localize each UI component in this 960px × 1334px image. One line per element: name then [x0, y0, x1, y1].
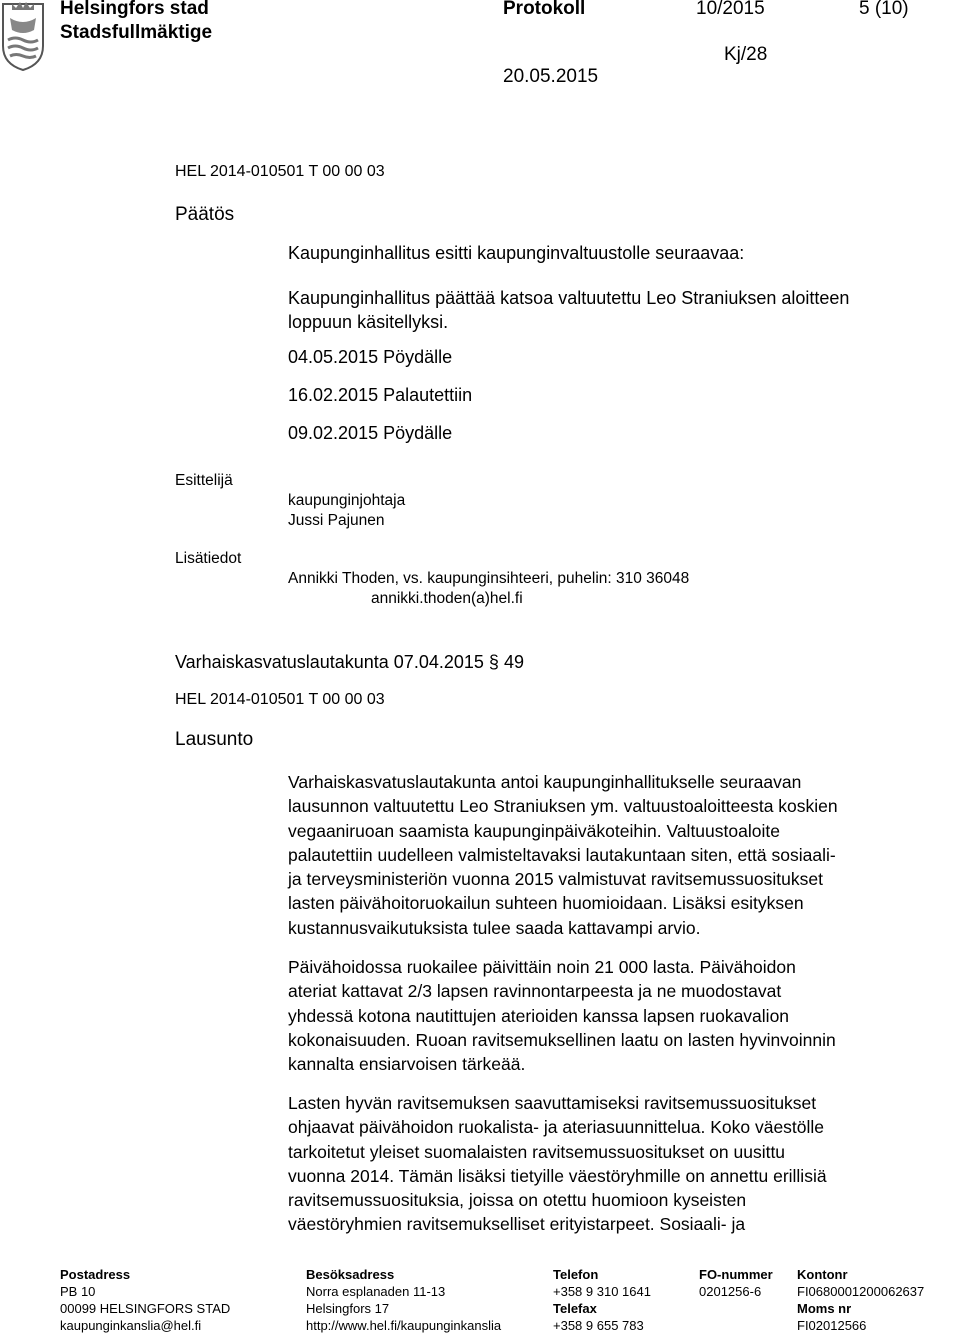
diary-reference: HEL 2014-010501 T 00 00 03: [175, 163, 385, 180]
section-heading-statement: Lausunto: [175, 729, 254, 750]
footer-phone: Telefon +358 9 310 1641 Telefax +358 9 655 783: [553, 1267, 651, 1333]
history-entry: 09.02.2015 Pöydälle: [288, 423, 453, 443]
doc-number: 10/2015: [696, 0, 765, 19]
footer-business-id: FO-nummer 0201256-6: [699, 1267, 773, 1299]
presenter-label: Esittelijä: [175, 472, 233, 489]
footer-account: Kontonr FI0680001200062637 Moms nr FI02012566: [797, 1267, 925, 1333]
info-email: annikki.thoden(a)hel.fi: [371, 590, 523, 607]
doc-type: Protokoll: [503, 0, 586, 19]
decision-intro: Kaupunginhallitus esitti kaupunginvaltuustolle seuraavaa:: [288, 243, 745, 263]
page-number: 5 (10): [859, 0, 909, 19]
meeting-date: 20.05.2015: [503, 66, 599, 87]
decision-text: Kaupunginhallitus päättää katsoa valtuutettu Leo Straniuksen aloitteen loppuun käsitellyksi.: [288, 288, 850, 332]
info-label: Lisätiedot: [175, 550, 242, 567]
org-unit: Stadsfullmäktige: [60, 22, 213, 43]
diary-reference-2: HEL 2014-010501 T 00 00 03: [175, 691, 385, 708]
footer-postal: Postadress PB 10 00099 HELSINGFORS STAD kaupunginkanslia@hel.fi: [60, 1267, 231, 1333]
footer-visiting: Besöksadress Norra esplanaden 11-13 Helsingfors 17 http://www.hel.fi/kaupunginkanslia: [306, 1267, 502, 1333]
city-crest-logo: [0, 0, 46, 72]
info-contact: Annikki Thoden, vs. kaupunginsihteeri, puhelin: 310 36048: [288, 570, 690, 587]
website-link[interactable]: http://www.hel.fi/kaupunginkanslia: [306, 1318, 502, 1333]
paragraph-number: 49: [503, 652, 524, 672]
handling-history: [288, 347, 472, 461]
statement-paragraph-1: Varhaiskasvatuslautakunta antoi kaupunginhallitukselle seuraavan lausunnon valtuutettu Leo Straniuksen ym. valtuustoaloitteesta koskien vegaaniruoan saamista kaupunginpäiväkoteihin. Valtuustoaloite palautettiin uudelleen valmisteltavaksi lautakuntaan siten, että sosiaali- ja terveysministeriön vuonna 2015 valmistuvat ravitsemussuositukset lasten päivähoitoruokailun suhteen huomioidaan. Lisäksi esityksen kustannusvaikutuksista tulee saada kattavampi arvio.: [288, 772, 838, 938]
board-title: Varhaiskasvatuslautakunta 07.04.2015 § 49: [175, 652, 524, 672]
paragraph-sign: §: [488, 652, 499, 672]
section-heading-decision: Päätös: [175, 204, 235, 225]
presenter-title: kaupunginjohtaja: [288, 492, 406, 509]
case-reference: Kj/28: [724, 44, 768, 65]
history-entry: 16.02.2015 Palautettiin: [288, 385, 473, 405]
org-name: Helsingfors stad: [60, 0, 209, 19]
statement-paragraph-3: Lasten hyvän ravitsemuksen saavuttamiseksi ravitsemussuositukset ohjaavat päivähoidon ruokalista- ja ateriasuunnittelua. Koko väestölle tarkoitetut yleiset suomalaisten ravitsemussuositukset on uusittu vuonna 2014. Tämän lisäksi tietyille väestöryhmille on annettu erillisiä ravitsemussuosituksia, joissa on otettu huomioon kyseisten väestöryhmien ravitsemukselliset erityistarpeet. Sosiaali- ja: [288, 1093, 827, 1235]
statement-paragraph-2: Päivähoidossa ruokailee päivittäin noin 21 000 lasta. Päivähoidon ateriat kattavat 2/3 lapsen ravinnontarpeesta ja ne muodostavat yhdessä kotona nautittujen aterioiden kanssa lapsen ruokavalion kokonaisuuden. Ruoan ravitsemuksellinen laatu on lasten hyvinvoinnin kannalta ensiarvoisen tärkeää.: [288, 957, 836, 1075]
presenter-name: Jussi Pajunen: [288, 512, 385, 529]
history-entry: 04.05.2015 Pöydälle: [288, 347, 453, 367]
